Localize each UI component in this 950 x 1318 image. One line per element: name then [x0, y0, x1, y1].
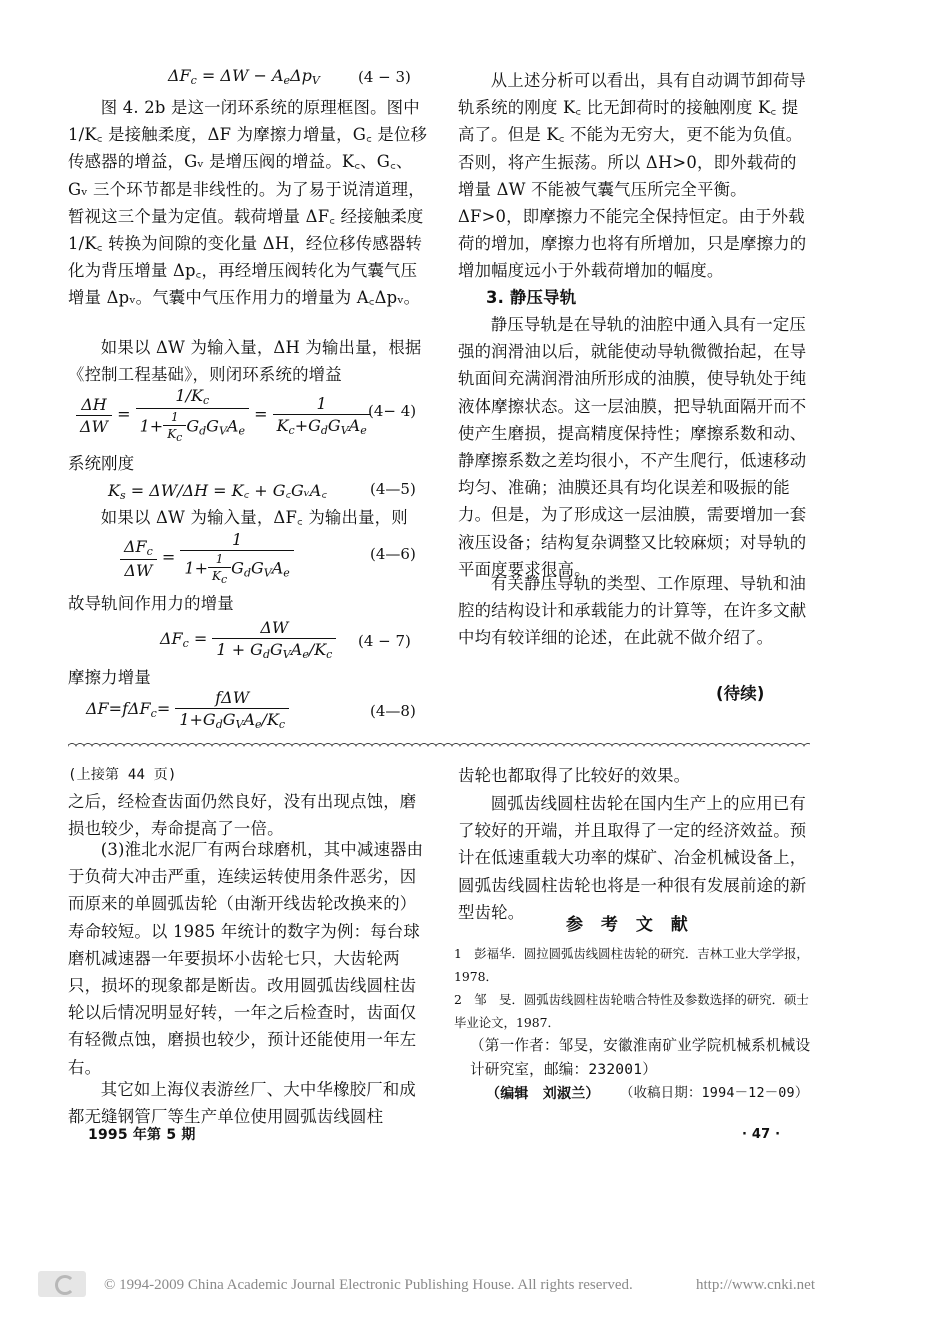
- left-paragraph-2: 如果以 ΔW 为输入量，ΔH 为输出量，根据《控制工程基础》，则闭环系统的增益: [68, 338, 422, 385]
- equation-4-5-number: (4—5): [370, 480, 416, 498]
- author-note: （第一作者：邹旻，安徽淮南矿业学院机械系机械设计研究室，邮编：232001）: [470, 1037, 811, 1078]
- reference-2: 2 邹 旻．圆弧齿线圆柱齿轮啮合特性及参数选择的研究．硕士毕业论文，1987．: [454, 992, 809, 1030]
- received-date: （收稿日期：1994－12－09）: [620, 1086, 809, 1101]
- section-heading-static-guideway: 3. 静压导轨: [486, 288, 577, 307]
- right-paragraph-3: 有关静压导轨的类型、工作原理、导轨和油腔的结构设计和承载能力的计算等，在许多文献中均有较详细的论述，在此就不做介绍了。: [458, 574, 807, 648]
- cnki-url-link[interactable]: http://www.cnki.net: [696, 1277, 816, 1293]
- continued-from-note: (上接第 44 页): [68, 767, 177, 783]
- left-paragraph-3: 如果以 ΔW 为输入量，ΔF꜀ 为输出量，则: [100, 508, 408, 527]
- left-paragraph-1: 图 4. 2b 是这一闭环系统的原理框图。图中 1/K꜀ 是接触柔度，ΔF 为摩擦力增量，G꜀ 是位移传感器的增益，Gᵥ 是增压阀的增益。K꜀、G꜀、Gᵥ 三个环节都是非线性的。为了易于说清道理，暂视这三个量为定值。载荷增量 ΔF꜀ 经接触柔度 1/K꜀ 转换为间隙的变化量 ΔH，经位移传感器转化为背压增量 Δp꜀，再经增压阀转化为气囊气压增量 Δpᵥ。气囊中气压作用力的增量为 A꜀Δpᵥ。: [68, 98, 428, 308]
- equation-4-6-number: (4—6): [370, 545, 416, 563]
- wavy-separator: [68, 740, 810, 748]
- copyright-text: © 1994-2009 China Academic Journal Electronic Publishing House. All rights reserved.: [104, 1277, 633, 1293]
- equation-4-4-number: (4− 4): [368, 402, 417, 420]
- to-be-continued: (待续): [716, 684, 765, 703]
- left-bottom-paragraph-3: 其它如上海仪表游丝厂、大中华橡胶厂和成都无缝钢管厂等生产单位使用圆弧齿线圆柱: [68, 1080, 417, 1127]
- label-force-increment: 故导轨间作用力的增量: [68, 594, 234, 613]
- right-bottom-paragraph-2: 圆弧齿线圆柱齿轮在国内生产上的应用已有了较好的开端，并且取得了一定的经济效益。预计在低速重载大功率的煤矿、冶金机械设备上，圆弧齿线圆柱齿轮也将是一种很有发展前途的新型齿轮。: [458, 794, 807, 922]
- references-title: 参 考 文 献: [566, 915, 694, 935]
- equation-4-3: $\Delta F_c = \Delta W - A_e\Delta p_V$: [168, 66, 320, 87]
- left-bottom-paragraph-1: 之后，经检查齿面仍然良好，没有出现点蚀，磨损也较少，寿命提高了一倍。: [68, 792, 417, 839]
- equation-4-4: $\frac{\Delta H}{\Delta W}$ = $1/K_c$ 1+ $\frac{1}{Kc}$ $G_dG_VA_e$ = $\frac{1}{K_c+G_dG_VA_e}$: [76, 386, 371, 444]
- label-friction-increment: 摩擦力增量: [68, 668, 151, 687]
- equation-4-8-number: (4—8): [370, 702, 416, 720]
- equation-4-6: $\frac{\Delta F_c}{\Delta W}$ = 1 1+ $\frac{1}{Kc}$ $G_dG_VA_e$: [120, 530, 294, 586]
- right-bottom-paragraph-1: 齿轮也都取得了比较好的效果。: [458, 766, 691, 785]
- issue-label: 1995 年第 5 期: [88, 1127, 196, 1143]
- equation-4-7: $\Delta F_c$ = $\frac{\Delta W}{1 + G_dG_VA_e/K_c}$: [160, 618, 336, 661]
- reference-1: 1 彭福华．圆拉圆弧齿线圆柱齿轮的研究．吉林工业大学学报，1978．: [454, 946, 809, 984]
- left-bottom-paragraph-2: (3)淮北水泥厂有两台球磨机，其中减速器由于负荷大冲击严重，连续运转使用条件恶劣，因而原来的单圆弧齿轮（由渐开线齿轮改换来的）寿命较短。以 1985 年统计的数字为例：每台球磨机减速器一年要损坏小齿轮七只，大齿轮两只，损坏的现象都是断齿。改用圆弧齿线圆柱齿轮以后情况明显好转，一年之后检查时，齿面仅有轻微点蚀，磨损也较少，预计还能使用一年左右。: [68, 840, 424, 1077]
- equation-4-7-number: (4 − 7): [358, 632, 411, 650]
- footer: [0, 1277, 950, 1301]
- page-number: · 47 ·: [742, 1127, 781, 1142]
- editor-note: （编辑 刘淑兰）: [486, 1086, 600, 1102]
- equation-4-5: $K_s = \Delta W/\Delta H$ = K꜀ + G꜀GᵥA꜀: [108, 481, 327, 502]
- equation-4-8: ΔF=fΔF$_c$= $\frac{\text{fΔW}}{1+G_dG_VA_e/K_c}$: [86, 688, 289, 731]
- equation-4-3-number: (4 − 3): [358, 68, 411, 86]
- label-system-stiffness: 系统刚度: [68, 454, 135, 473]
- right-paragraph-2: 静压导轨是在导轨的油腔中通入具有一定压强的润滑油以后，就能使动导轨微微抬起，在导轨面间充满润滑油所形成的油膜，使导轨处于纯液体摩擦状态。这一层油膜，把导轨面隔开而不使产生磨损，提高精度保持性；摩擦系数和动、静摩擦系数之差均很小，不产生爬行，低速移动均匀、准确；油膜还具有均化误差和吸振的能力。但是，为了形成这一层油膜，需要增加一套液压设备；结构复杂调整又比较麻烦；对导轨的平面度要求很高。: [458, 315, 807, 579]
- right-paragraph-1: 从上述分析可以看出，具有自动调节卸荷导轨系统的刚度 K꜀ 比无卸荷时的接触刚度 K꜀ 提高了。但是 K꜀ 不能为无穷大，更不能为负值。否则，将产生振荡。所以 ΔH>0，即外载荷的增量 ΔW 不能被气囊气压所完全平衡。ΔF>0，即摩擦力不能完全保持恒定。由于外载荷的增加，摩擦力也将有所增加，只是摩擦力的增加幅度远小于外载荷增加的幅度。: [458, 71, 807, 281]
